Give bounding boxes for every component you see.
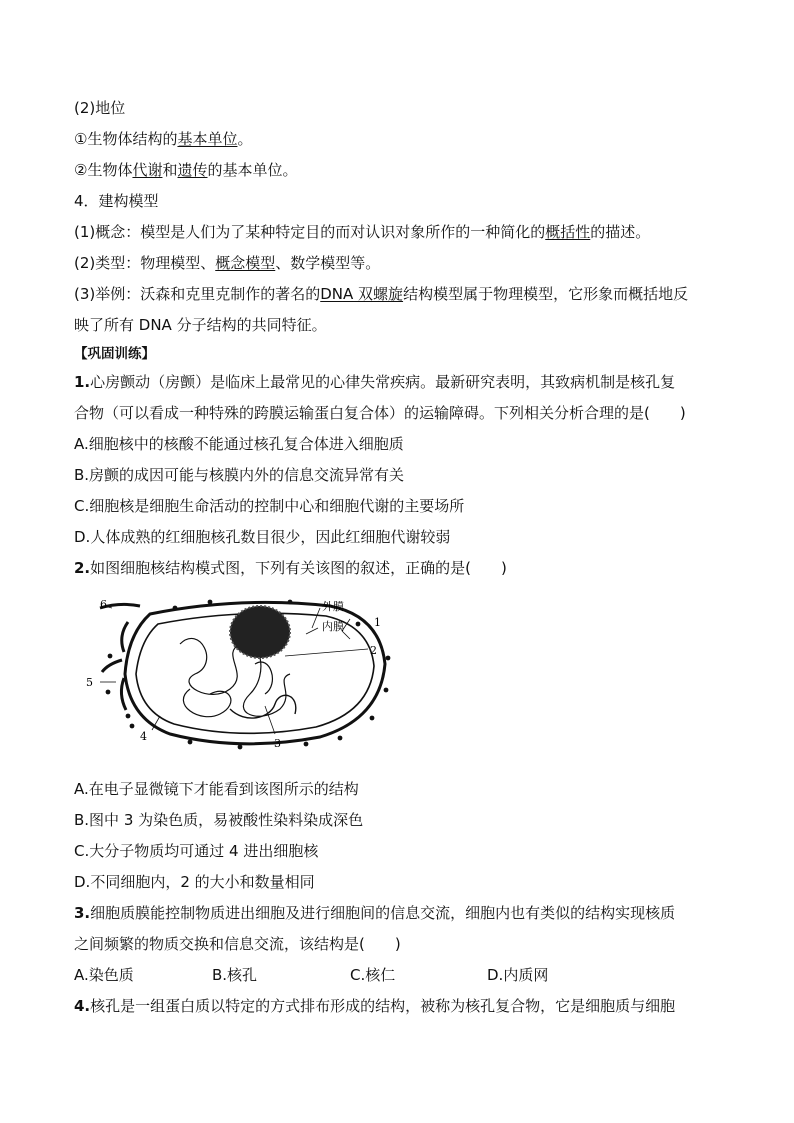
label-inner-membrane: 内膜: [322, 620, 344, 633]
text: 的基本单位。: [207, 161, 298, 179]
question-number: 2.: [74, 559, 91, 577]
text: ①生物体结构的: [74, 130, 178, 148]
q1-option-b: B.房颤的成因可能与核膜内外的信息交流异常有关: [74, 466, 405, 484]
text: (1)概念：模型是人们为了某种特定目的而对认识对象所作的一种简化的: [74, 223, 546, 241]
question-3: [74, 903, 675, 923]
question-3-cont: 之间频繁的物质交换和信息交流，该结构是( ): [74, 935, 401, 953]
ribosome-dot: [130, 724, 135, 729]
practice-heading: 【巩固训练】: [74, 346, 155, 362]
text: 、数学模型等。: [275, 254, 381, 272]
q3-option-d: D.内质网: [487, 966, 549, 984]
label-4: 4: [140, 730, 147, 743]
underlined-term: 代谢: [132, 161, 163, 179]
nucleus-diagram: [80, 594, 400, 752]
underlined-term: 遗传: [177, 161, 208, 179]
question-number: 3.: [74, 904, 91, 922]
pointer-line: [306, 628, 318, 634]
subheading-position: (2)地位: [74, 99, 126, 117]
question-number: 1.: [74, 373, 91, 391]
underlined-term: 基本单位: [177, 130, 238, 148]
question-text: 细胞质膜能控制物质进出细胞及进行细胞间的信息交流，细胞内也有类似的结构实现核质: [90, 904, 676, 922]
q1-option-c: C.细胞核是细胞生命活动的控制中心和细胞代谢的主要场所: [74, 497, 465, 515]
ribosome-dot: [173, 606, 178, 611]
question-text: 如图细胞核结构模式图，下列有关该图的叙述，正确的是( ): [90, 559, 507, 577]
text: (2)类型：物理模型、: [74, 254, 216, 272]
question-1: [74, 372, 675, 392]
text: 结构模型属于物理模型，它形象而概括地反: [403, 285, 689, 303]
q2-option-a: A.在电子显微镜下才能看到该图所示的结构: [74, 780, 359, 798]
label-1: 1: [374, 616, 381, 629]
pointer-line: [265, 706, 275, 734]
text: ②生物体: [74, 161, 133, 179]
label-2: 2: [370, 644, 377, 657]
underlined-term: 概念模型: [215, 254, 276, 272]
q2-option-b: B.图中 3 为染色质，易被酸性染料染成深色: [74, 811, 364, 829]
model-example-cont: 映了所有 DNA 分子结构的共同特征。: [74, 316, 327, 334]
ribosome-dot: [108, 654, 113, 659]
ribosome-dot: [288, 600, 293, 605]
q3-option-c: C.核仁: [350, 966, 396, 984]
pointer-line: [312, 608, 320, 628]
q1-option-a: A.细胞核中的核酸不能通过核孔复合体进入细胞质: [74, 435, 404, 453]
pointer-line: [285, 649, 368, 656]
label-5: 5: [86, 676, 93, 689]
heading-model: 4．建构模型: [74, 192, 159, 210]
position-item-1: [74, 129, 252, 149]
question-1-cont: 合物（可以看成一种特殊的跨膜运输蛋白复合体）的运输障碍。下列相关分析合理的是( ): [74, 404, 686, 422]
model-concept: [74, 222, 650, 242]
label-outer-membrane: 外膜: [322, 600, 344, 613]
model-types: [74, 253, 380, 273]
question-number: 4.: [74, 997, 91, 1015]
er-fragment: [102, 660, 122, 672]
ribosome-dot: [208, 600, 213, 605]
ribosome-dot: [304, 742, 309, 747]
ribosome-dot: [370, 716, 375, 721]
text: 。: [237, 130, 253, 148]
question-4: [74, 996, 675, 1016]
ribosome-dot: [106, 690, 111, 695]
q3-option-b: B.核孔: [212, 966, 258, 984]
text: 和: [162, 161, 178, 179]
ribosome-dot: [126, 714, 131, 719]
text: (3)举例：沃森和克里克制作的著名的: [74, 285, 321, 303]
q3-option-a: A.染色质: [74, 966, 134, 984]
position-item-2: [74, 160, 298, 180]
question-2: [74, 558, 507, 578]
question-text: 心房颤动（房颤）是临床上最常见的心律失常疾病。最新研究表明，其致病机制是核孔复: [90, 373, 676, 391]
ribosome-dot: [188, 740, 193, 745]
er-fragment: [122, 622, 128, 652]
underlined-term: 概括性: [545, 223, 591, 241]
ribosome-dot: [338, 736, 343, 741]
ribosome-dot: [384, 688, 389, 693]
label-3: 3: [274, 737, 281, 750]
ribosome-dot: [238, 745, 243, 750]
question-text: 核孔是一组蛋白质以特定的方式排布形成的结构，被称为核孔复合物，它是细胞质与细胞: [90, 997, 676, 1015]
ribosome-dot: [386, 656, 391, 661]
ribosome-dot: [356, 622, 361, 627]
model-example: [74, 284, 688, 304]
q1-option-d: D.人体成熟的红细胞核孔数目很少，因此红细胞代谢较弱: [74, 528, 451, 546]
underlined-term: DNA 双螺旋: [320, 285, 404, 303]
chromatin: [183, 662, 272, 717]
q2-option-c: C.大分子物质均可通过 4 进出细胞核: [74, 842, 319, 860]
text: 的描述。: [590, 223, 651, 241]
q2-option-d: D.不同细胞内，2 的大小和数量相同: [74, 873, 315, 891]
label-6: 6: [100, 598, 107, 611]
